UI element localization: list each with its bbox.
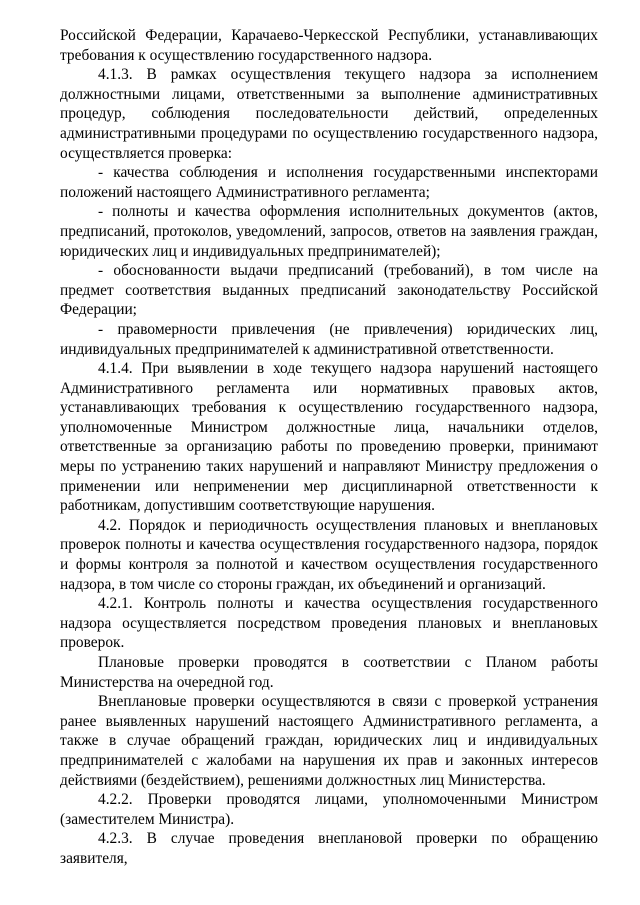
- list-item-documents: - полноты и качества оформления исполнительных документов (актов, предписаний, протоколов, уведомлений, запросов, ответов на заявления граждан, юридических лиц и индивидуальных предпринимателей);: [60, 203, 598, 260]
- list-item-prescriptions: - обоснованности выдачи предписаний (требований), в том числе на предмет соответствия выданных предписаний законодательству Российской Федерации;: [60, 262, 598, 319]
- paragraph-4-2-2: 4.2.2. Проверки проводятся лицами, уполномоченными Министром (заместителем Министра).: [60, 791, 598, 828]
- paragraph-4-1-4: 4.1.4. При выявлении в ходе текущего надзора нарушений настоящего Административного регламента или нормативных правовых актов, устанавливающих требования к осуществлению государственного надзора, уполномоченные Министром должностные лица, начальники отделов, ответственные за организацию работы по проведению проверки, принимают меры по устранению таких нарушений и направляют Министру предложения о применении или неприменении мер дисциплинарной ответственности к работникам, допустившим соответствующие нарушения.: [60, 360, 598, 515]
- list-item-legality: - правомерности привлечения (не привлечения) юридических лиц, индивидуальных предпринимателей к административной ответственности.: [60, 320, 598, 358]
- paragraph-4-2: 4.2. Порядок и периодичность осуществления плановых и внеплановых проверок полноты и качества осуществления государственного надзора, порядок и формы контроля за полнотой и качеством осуществления государственного надзора, в том числе со стороны граждан, их объединений и организаций.: [60, 516, 598, 593]
- paragraph-4-1-3: 4.1.3. В рамках осуществления текущего надзора за исполнением должностными лицами, ответственными за выполнение административных процедур, соблюдения последовательности действий, определенных административными процедурами по осуществлению государственного надзора, осуществляется проверка:: [60, 66, 598, 162]
- document-page: [60, 26, 598, 869]
- paragraph-4-2-3: 4.2.3. В случае проведения внеплановой проверки по обращению заявителя,: [60, 830, 598, 867]
- paragraph-unplanned-checks: Внеплановые проверки осуществляются в связи с проверкой устранения ранее выявленных нарушений настоящего Административного регламента, а также в случае обращений граждан, юридических лиц и индивидуальных предпринимателей с жалобами на нарушения их прав и законных интересов действиями (бездействием), решениями должностных лиц Министерства.: [60, 693, 598, 789]
- list-item-quality: - качества соблюдения и исполнения государственными инспекторами положений настоящего Административного регламента;: [60, 164, 598, 201]
- paragraph-planned-checks: Плановые проверки проводятся в соответствии с Планом работы Министерства на очередной год.: [60, 654, 598, 691]
- paragraph-4-2-1: 4.2.1. Контроль полноты и качества осуществления государственного надзора осуществляется посредством проведения плановых и внеплановых проверок.: [60, 595, 598, 652]
- paragraph-continuation: Российской Федерации, Карачаево-Черкесской Республики, устанавливающих требования к осуществлению государственного надзора.: [60, 27, 598, 64]
